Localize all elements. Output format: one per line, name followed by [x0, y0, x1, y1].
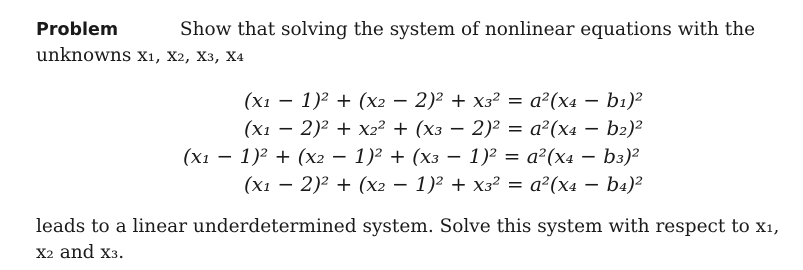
equation-2: (x₁ − 2)² + x₂² + (x₃ − 2)² = a²(x₄ − b₂)² — [244, 116, 644, 140]
equation-1: (x₁ − 1)² + (x₂ − 2)² + x₃² = a²(x₄ − b₁)² — [244, 88, 644, 112]
problem-conclusion-line-2 — [36, 242, 124, 264]
equation-4: (x₁ − 2)² + (x₂ − 1)² + x₃² = a²(x₄ − b₄)² — [244, 172, 644, 196]
problem-conclusion-text-2: x₂ and x₃. — [36, 242, 125, 263]
problem-intro-line-1 — [36, 19, 755, 41]
equation-3: (x₁ − 1)² + (x₂ − 1)² + (x₃ − 1)² = a²(x₄ − b₃)² — [183, 144, 640, 168]
problem-intro-text-2: unknowns x₁, x₂, x₃, x₄ — [36, 45, 244, 66]
problem-intro-text-1: Show that solving the system of nonlinear equations with the — [179, 19, 756, 40]
problem-intro-line-2 — [36, 45, 244, 67]
problem-conclusion-text-1: leads to a linear underdetermined system. Solve this system with respect to x₁, — [36, 216, 780, 237]
problem-label: Problem — [36, 20, 119, 40]
problem-conclusion-line-1 — [36, 216, 779, 238]
